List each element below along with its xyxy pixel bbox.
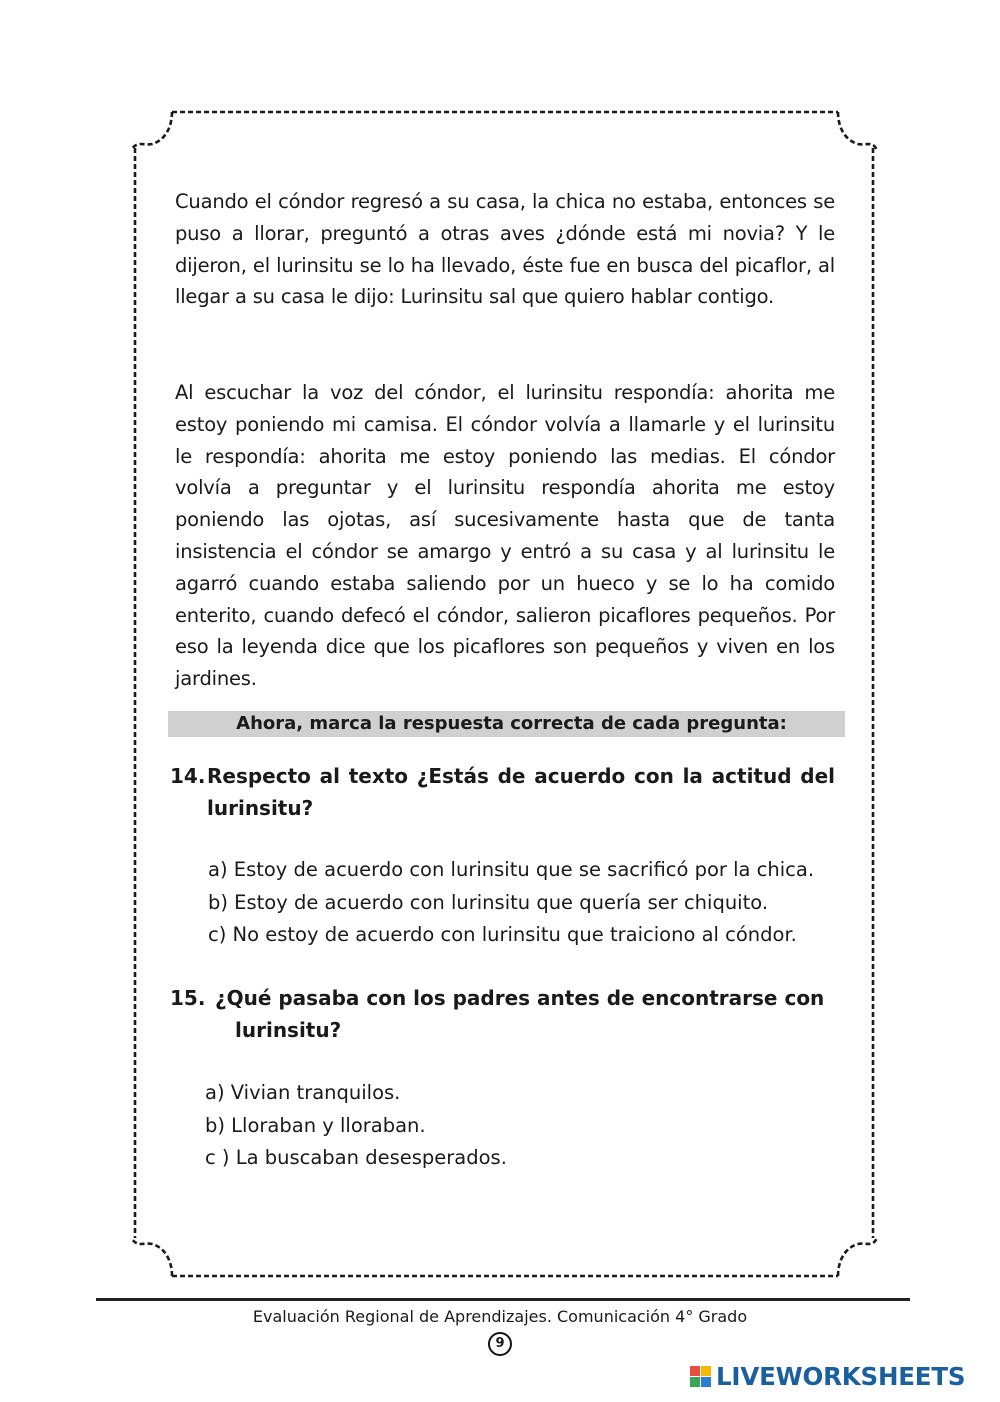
page-number-badge: 9 bbox=[488, 1332, 512, 1356]
question-14-options bbox=[208, 854, 814, 952]
question-14-option-b[interactable]: b) Estoy de acuerdo con lurinsitu que quería ser chiquito. bbox=[208, 890, 769, 914]
instruction-banner: Ahora, marca la respuesta correcta de cada pregunta: bbox=[168, 711, 845, 737]
question-15-number: 15. bbox=[170, 986, 206, 1010]
question-15-text bbox=[215, 982, 835, 1046]
story-paragraph-2: Al escuchar la voz del cóndor, el lurinsitu respondía: ahorita me estoy poniendo mi camisa. El cóndor volvía a llamarle y el lurinsitu le respondía: ahorita me estoy poniendo las medias. El cóndor volvía a preguntar y el lurinsitu respondía ahorita me estoy poniendo las ojotas, así sucesivamente hasta que de tanta insistencia el cóndor se amargo y entró a su casa y al lurinsitu le agarró cuando estaba saliendo por un hueco y se lo ha comido enterito, cuando defecó el cóndor, salieron picaflores pequeños. Por eso la leyenda dice que los picaflores son pequeños y viven en los jardines. bbox=[175, 381, 835, 691]
question-14-option-c[interactable]: c) No estoy de acuerdo con lurinsitu que traiciono al cóndor. bbox=[208, 923, 797, 946]
footer-divider bbox=[96, 1298, 910, 1301]
question-15-option-a[interactable]: a) Vivian tranquilos. bbox=[205, 1081, 401, 1104]
footer-caption: Evaluación Regional de Aprendizajes. Comunicación 4° Grado bbox=[252, 1307, 748, 1326]
question-14-text: Respecto al texto ¿Estás de acuerdo con la actitud del lurinsitu? bbox=[207, 764, 835, 820]
story-paragraph-1: Cuando el cóndor regresó a su casa, la chica no estaba, entonces se puso a llorar, preguntó a otras aves ¿dónde está mi novia? Y le dijeron, el lurinsitu se lo ha llevado, éste fue en busca del picaflor, al llegar a su casa le dijo: Lurinsitu sal que quiero hablar contigo. bbox=[175, 190, 835, 309]
question-15-option-c[interactable]: c ) La buscaban desesperados. bbox=[205, 1146, 507, 1169]
question-14-option-a[interactable]: a) Estoy de acuerdo con lurinsitu que se sacrificó por la chica. bbox=[208, 858, 815, 881]
question-15-text-line-1: ¿Qué pasaba con los padres antes de encontrarse con bbox=[215, 986, 825, 1010]
question-14-number: 14. bbox=[170, 764, 206, 788]
question-15-text-line-2: lurinsitu? bbox=[235, 1018, 342, 1042]
question-15-options bbox=[205, 1077, 507, 1175]
question-15-option-b[interactable]: b) Lloraban y lloraban. bbox=[205, 1113, 426, 1137]
liveworksheets-logo-icon bbox=[690, 1366, 712, 1388]
brand-name: LIVEWORKSHEETS bbox=[716, 1362, 966, 1391]
